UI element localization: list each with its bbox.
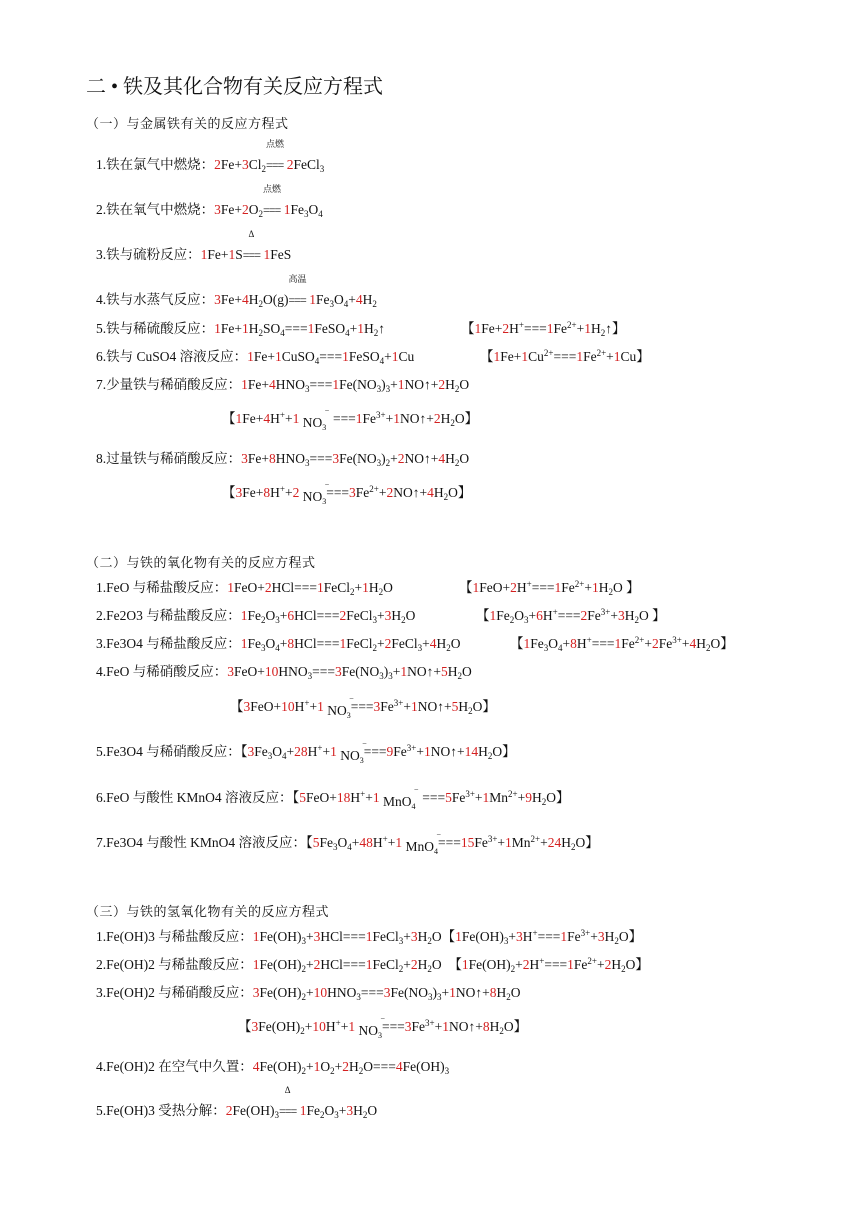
section-heading-metal-iron: （一）与金属铁有关的反应方程式 (86, 116, 289, 131)
item-label: 2.Fe(OH)2 与稀盐酸反应： (96, 957, 253, 972)
equation-row: 2.Fe(OH)2 与稀盐酸反应：$1Fe(OH)_2+2HCl===1FeCl_2+2H_2O$ 【$1Fe(OH)_2+2H^+===1Fe^{2+}+2H_2O$】 (96, 956, 649, 974)
equation-row: 5.铁与稀硫酸反应：$1Fe+1H_2SO_4===1FeSO_4+1H_2↑$ 【$1Fe+2H^+===1Fe^{2+}+1H_2↑$】 (96, 320, 626, 338)
item-label: 3.铁与硫粉反应： (96, 247, 201, 262)
item-label: 4.FeO 与稀硝酸反应： (96, 664, 228, 679)
item-label: 2.Fe2O3 与稀盐酸反应： (96, 608, 241, 623)
item-label: 3.Fe3O4 与稀盐酸反应： (96, 636, 241, 651)
item-label: 2.铁在氧气中燃烧： (96, 202, 215, 217)
equation-row: 7.Fe3O4 与酸性 KMnO4 溶液反应：【$5Fe_3O_4+48H^++1$ MnO$_4$ − $===15Fe^{3+}+1Mn^{2+}+24H_2O$】 (96, 830, 599, 856)
item-label: 7.Fe3O4 与酸性 KMnO4 溶液反应： (96, 835, 307, 850)
item-label: 1.铁在氯气中燃烧： (96, 157, 215, 172)
equation-row: 6.FeO 与酸性 KMnO4 溶液反应：【5FeO+18H++1 MnO$_4$ − $===5Fe^{3+}+1Mn^{2+}+9H_2O$】 (96, 785, 570, 811)
item-label: 6.FeO 与酸性 KMnO4 溶液反应： (96, 790, 293, 805)
equation-row: 3.铁与硫粉反应：1Fe+1S Δ === 1FeS (96, 229, 292, 262)
page-title: 二 • 铁及其化合物有关反应方程式 (86, 76, 384, 98)
item-label: 6.铁与 CuSO4 溶液反应： (96, 349, 248, 364)
equation-row: 8.过量铁与稀硝酸反应：$3Fe+8HNO_3===3Fe(NO_3)_2+2NO↑+4H_2O$ (96, 451, 470, 468)
equation-row: 2.铁在氧气中燃烧：$3Fe+2O_2$ 点燃 === $1Fe_3O_4$ (96, 184, 323, 219)
item-label: 4.Fe(OH)2 在空气中久置： (96, 1059, 253, 1074)
reaction-condition: 点燃 === (266, 139, 285, 172)
equation-row: 1.Fe(OH)3 与稀盐酸反应：$1Fe(OH)_3+3HCl===1FeCl_3+3H_2O$【$1Fe(OH)_3+3H^+===1Fe^{3+}+3H_2O$】 (96, 928, 643, 946)
ionic-equation: 【3FeO+10H++1 $NO_3$ − $===3Fe^{3+}+1NO↑+5H_2O$】 (230, 694, 496, 720)
item-label: 7.少量铁与稀硝酸反应： (96, 377, 242, 392)
section-heading-iron-hydroxides: （三）与铁的氢氧化物有关的反应方程式 (86, 904, 330, 919)
equation-row: 5.Fe3O4 与稀硝酸反应：【$3Fe_3O_4+28H^++1$ $NO_3$ − $===9Fe^{3+}+1NO↑+14H_2O$】 (96, 739, 516, 765)
item-label: 4.铁与水蒸气反应： (96, 292, 215, 307)
reaction-condition: 点燃 === (263, 184, 282, 217)
equation-row: 6.铁与 CuSO4 溶液反应：1Fe+1CuSO$_4$===1FeSO$_4$+1Cu 【$1Fe+1Cu^{2+}===1Fe^{2+}+1Cu$】 (96, 348, 650, 366)
equation-row: 4.FeO 与稀硝酸反应：$3FeO+10HNO_3===3Fe(NO_3)_3+1NO↑+5H_2O$ (96, 664, 472, 681)
reaction-condition: Δ === (242, 229, 261, 262)
section-heading-iron-oxides: （二）与铁的氧化物有关的反应方程式 (86, 555, 316, 570)
item-label: 5.铁与稀硫酸反应： (96, 321, 215, 336)
equation-row: 4.Fe(OH)2 在空气中久置：$4Fe(OH)_2+1O_2+2H_2O===4Fe(OH)_3$ (96, 1059, 450, 1076)
ionic-equation: 【$1Fe+2H^+===1Fe^{2+}+1H_2↑$】 (461, 320, 626, 338)
ionic-equation: 【$1Fe_3O_4+8H^+===1Fe^{2+}+2Fe^{3+}+4H_2O$】 (510, 635, 734, 653)
equation-row: 2.Fe2O3 与稀盐酸反应：$1Fe_2O_3+6HCl===2FeCl_3+3H_2O$ 【$1Fe_2O_3+6H^+===2Fe^{3+}+3H_2O$ 】 (96, 607, 666, 625)
equation-row: 5.Fe(OH)3 受热分解：$2Fe(OH)_3$ Δ === $1Fe_2O_3+3H_2O$ (96, 1085, 378, 1120)
item-label: 5.Fe(OH)3 受热分解： (96, 1103, 226, 1118)
equation-row: 3.Fe3O4 与稀盐酸反应：$1Fe_3O_4+8HCl===1FeCl_2+2FeCl_3+4H_2O$ 【$1Fe_3O_4+8H^+===1Fe^{2+}+2Fe^{3+}+4H_2O$】 (96, 635, 734, 653)
ionic-equation: 【$1FeO+2H^+===1Fe^{2+}+1H_2O$ 】 (459, 579, 640, 597)
ionic-equation: 【3Fe+8H++2 $NO_3$ − $===3Fe^{2+}+2NO↑+4H_2O$】 (222, 480, 472, 506)
equation-row: 1.铁在氯气中燃烧：$2Fe+3Cl_2$ 点燃 === 2FeCl$_3$ (96, 139, 325, 174)
ionic-equation: 【$3Fe(OH)_2+10H^++1$ $NO_3$ − $===3Fe^{3+}+1NO↑+8H_2O$】 (238, 1014, 528, 1040)
equation-row: 1.FeO 与稀盐酸反应：$1FeO+2HCl===1FeCl_2+1H_2O$ 【$1FeO+2H^+===1Fe^{2+}+1H_2O$ 】 (96, 579, 640, 597)
item-label: 8.过量铁与稀硝酸反应： (96, 451, 242, 466)
item-label: 1.Fe(OH)3 与稀盐酸反应： (96, 929, 253, 944)
item-label: 1.FeO 与稀盐酸反应： (96, 580, 228, 595)
reaction-condition: Δ === (279, 1085, 297, 1118)
ionic-equation: 【1Fe+4H++1 $NO_3$ − $===1Fe^{3+}+1NO↑+2H_2O$】 (222, 406, 479, 432)
equation-row: 4.铁与水蒸气反应：$3Fe+4H_2O(g)$ 高温 === $1Fe_3O_4+4H_2$ (96, 274, 377, 309)
ionic-equation: 【$1Fe_2O_3+6H^+===2Fe^{3+}+3H_2O$ 】 (476, 607, 666, 625)
item-label: 5.Fe3O4 与稀硝酸反应： (96, 744, 241, 759)
equation-row: 3.Fe(OH)2 与稀硝酸反应：$3Fe(OH)_2+10HNO_3===3Fe(NO_3)_3+1NO↑+8H_2O$ (96, 985, 521, 1002)
item-label: 3.Fe(OH)2 与稀硝酸反应： (96, 985, 253, 1000)
equation-row: 7.少量铁与稀硝酸反应：$1Fe+4HNO_3===1Fe(NO_3)_3+1NO↑+2H_2O$ (96, 377, 470, 394)
reaction-condition: 高温 === (288, 274, 307, 307)
ionic-equation: 【$1Fe+1Cu^{2+}===1Fe^{2+}+1Cu$】 (480, 348, 650, 364)
